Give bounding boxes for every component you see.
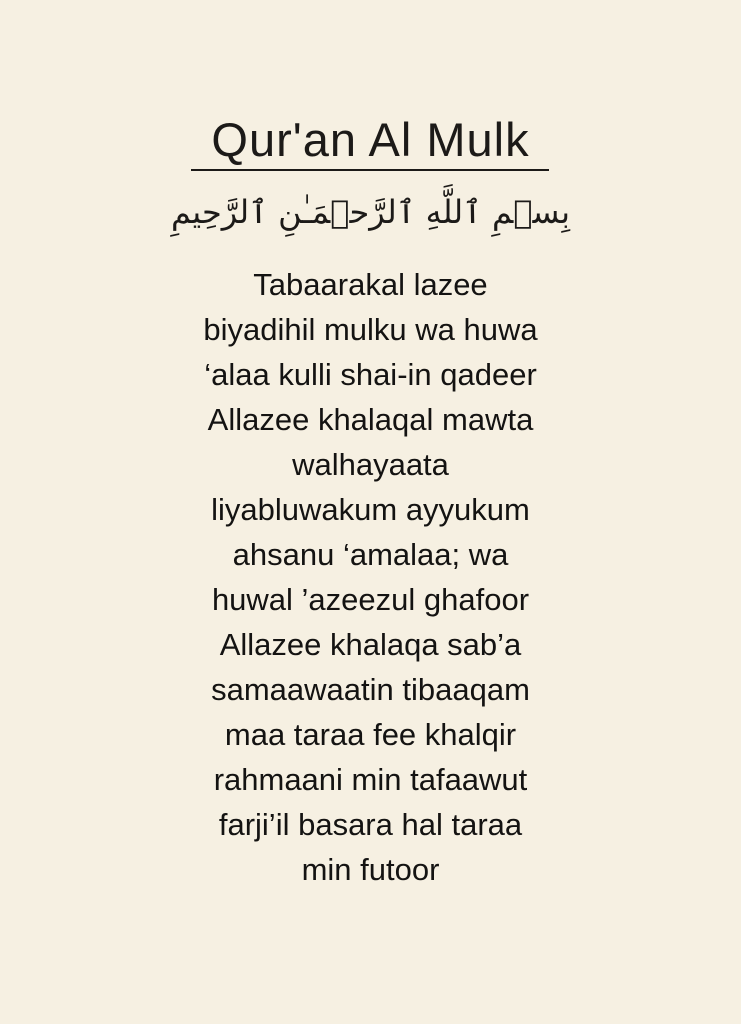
verse-line: maa taraa fee khalqir [224, 717, 517, 752]
verse-line: huwal ’azeezul ghafoor [211, 582, 530, 617]
basmala-arabic: بِسۡمِ ٱللَّهِ ٱلرَّحۡمَـٰنِ ٱلرَّحِيمِ [171, 193, 570, 231]
verse-line: ahsanu ‘amalaa; wa [232, 537, 509, 572]
verse-line: rahmaani min tafaawut [213, 762, 528, 797]
verse-line: farji’il basara hal taraa [218, 807, 523, 842]
verse-line: walhayaata [292, 447, 449, 482]
verse-text [100, 262, 641, 892]
verse-line: ‘alaa kulli shai-in qadeer [204, 357, 537, 392]
verse-line: Allazee khalaqal mawta [207, 402, 534, 437]
title-underline [191, 169, 549, 171]
verse-line: Tabaarakal lazee [253, 267, 488, 302]
verse-line: samaawaatin tibaaqam [211, 672, 530, 707]
verse-line: biyadihil mulku wa huwa [203, 312, 538, 347]
verse-line: Allazee khalaqa sab’a [219, 627, 522, 662]
verse-line: min futoor [301, 852, 440, 887]
page-title: Qur'an Al Mulk [211, 113, 530, 166]
verse-line: liyabluwakum ayyukum [211, 492, 530, 527]
